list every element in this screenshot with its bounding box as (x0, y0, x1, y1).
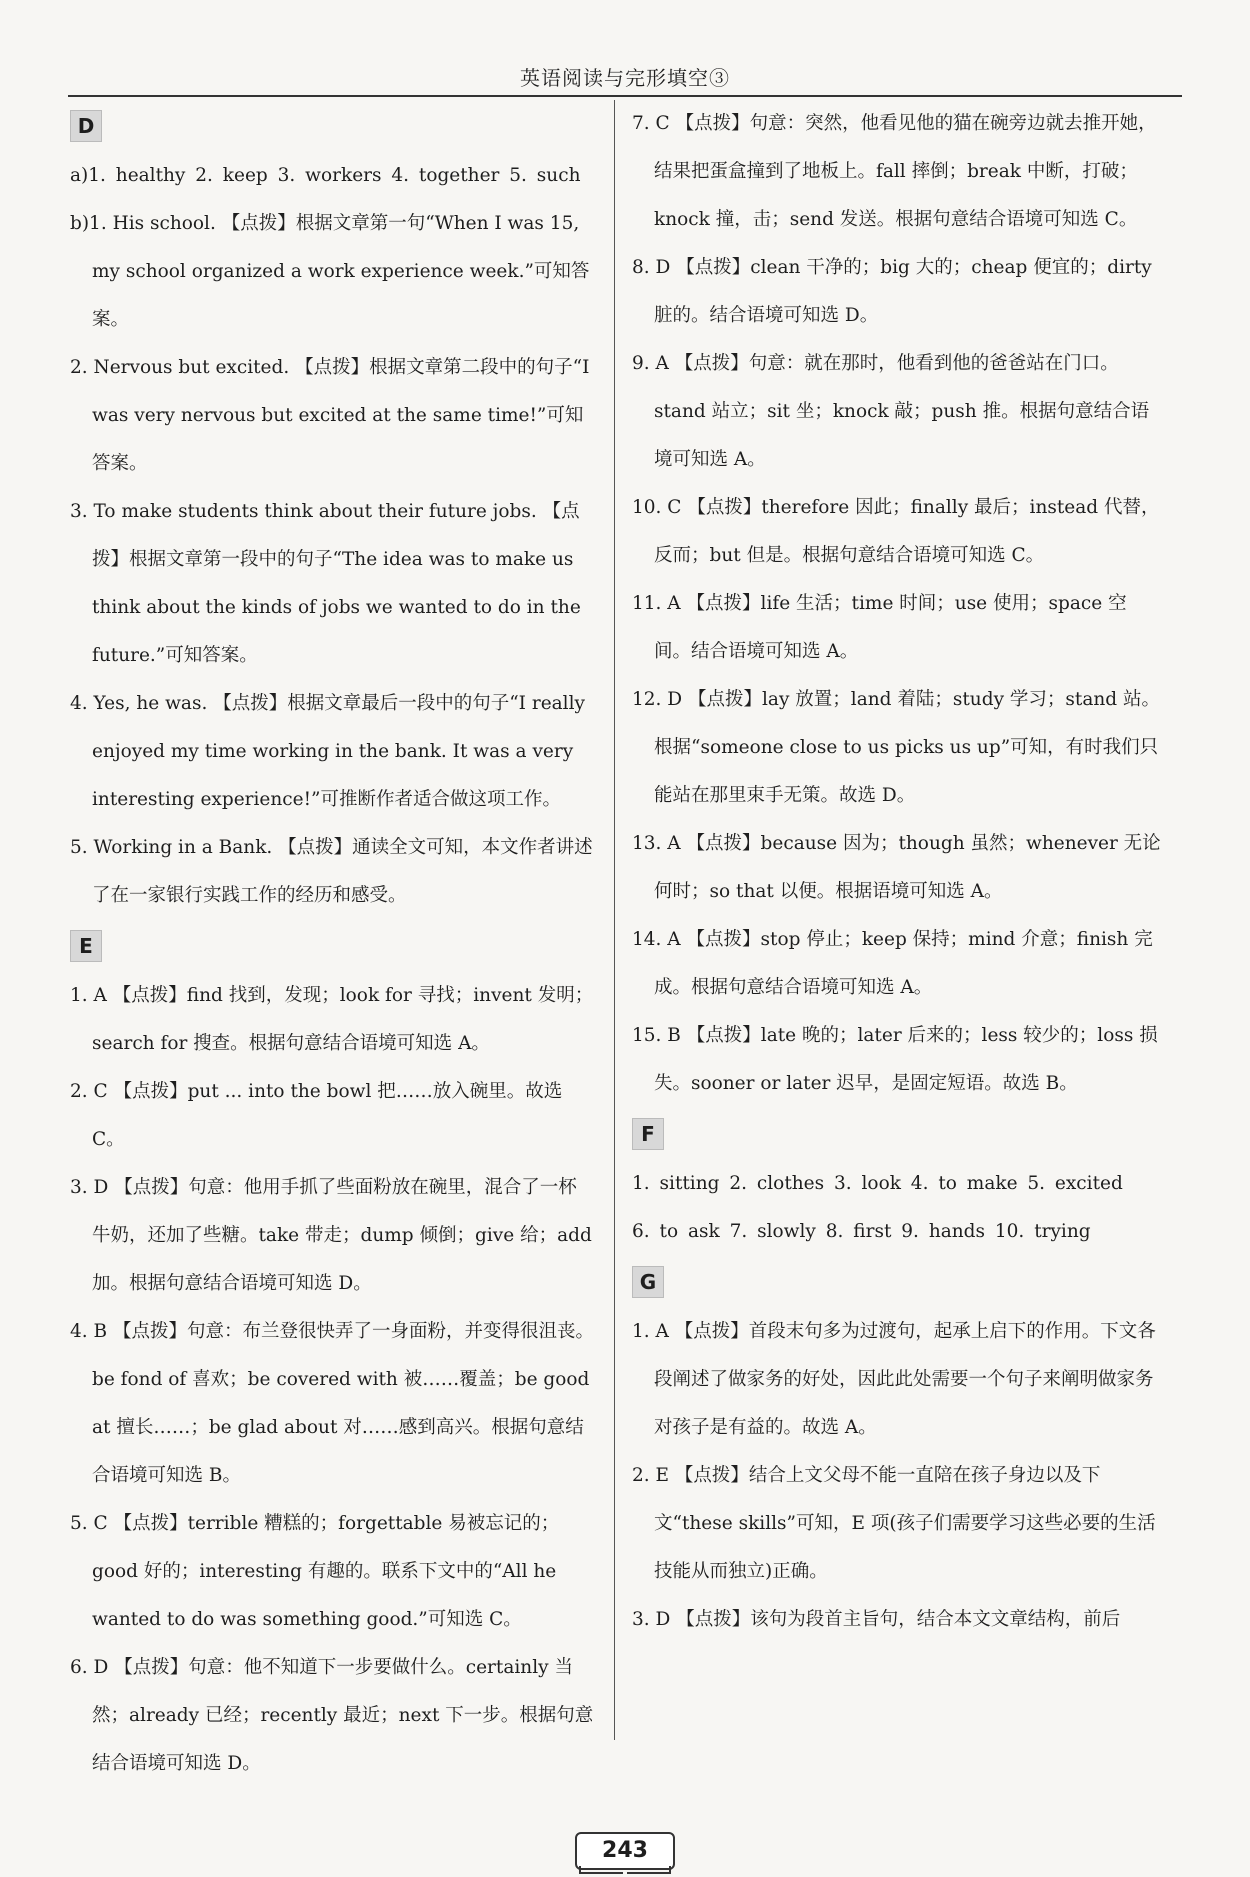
section-d-b5: 5. Working in a Bank. 【点拨】通读全文可知，本文作者讲述了在一家银行实践工作的经历和感受。 (70, 837, 593, 906)
section-d-b1: b)1. His school. 【点拨】根据文章第一句“When I was 15, my school organized a work experience week.”可知答案。 (70, 213, 590, 330)
section-e-item-15: 15. B 【点拨】late 晚的；later 后来的；less 较少的；loss 损失。sooner or later 迟早，是固定短语。故选 B。 (632, 1025, 1158, 1094)
left-column (70, 100, 595, 1788)
section-e-label: E (70, 930, 102, 962)
section-e-item-11: 11. A 【点拨】life 生活；time 时间；use 使用；space 空间。结合语境可知选 A。 (632, 593, 1127, 662)
column-divider (614, 100, 615, 1740)
section-g-label: G (632, 1266, 664, 1298)
right-column (632, 100, 1162, 1644)
section-e-item-13: 13. A 【点拨】because 因为；though 虽然；whenever 无论何时；so that 以便。根据语境可知选 A。 (632, 833, 1161, 902)
section-e-item-7: 7. C 【点拨】句意：突然，他看见他的猫在碗旁边就去推开她，结果把蛋盒撞到了地板上。fall 摔倒；break 中断，打破；knock 撞，击；send 发送。根据句意结合语境可知选 C。 (632, 113, 1157, 230)
running-header: 英语阅读与完形填空③ (520, 66, 730, 90)
section-d-b3: 3. To make students think about their future jobs. 【点拨】根据文章第一段中的句子“The idea was to make us think about the kinds of jobs we wanted to do in the future.”可知答案。 (70, 501, 581, 666)
header-rule (68, 95, 1182, 97)
section-d-b2: 2. Nervous but excited. 【点拨】根据文章第二段中的句子“I was very nervous but excited at the same time!”可知答案。 (70, 357, 590, 474)
section-e-item-5: 5. C 【点拨】terrible 糟糕的；forgettable 易被忘记的；good 好的；interesting 有趣的。联系下文中的“All he wanted to do was something good.”可知选 C。 (70, 1513, 560, 1630)
section-e-item-12: 12. D 【点拨】lay 放置；land 着陆；study 学习；stand 站。根据“someone close to us picks us up”可知，有时我们只能站在那里束手无策。故选 D。 (632, 689, 1160, 806)
section-e-item-2: 2. C 【点拨】put ... into the bowl 把……放入碗里。故选 C。 (70, 1081, 563, 1150)
section-e-item-10: 10. C 【点拨】therefore 因此；finally 最后；instead 代替，反而；but 但是。根据句意结合语境可知选 C。 (632, 497, 1160, 566)
section-d-a-answers: a)1. healthy 2. keep 3. workers 4. together 5. such (70, 165, 581, 186)
section-e-item-8: 8. D 【点拨】clean 干净的；big 大的；cheap 便宜的；dirty 脏的。结合语境可知选 D。 (632, 257, 1152, 326)
section-f-label: F (632, 1118, 664, 1150)
section-e-item-1: 1. A 【点拨】find 找到，发现；look for 寻找；invent 发明；search for 搜查。根据句意结合语境可知选 A。 (70, 985, 594, 1054)
section-g-item-3: 3. D 【点拨】该句为段首主旨句，结合本文文章结构，前后 (632, 1609, 1121, 1630)
section-e-item-6: 6. D 【点拨】句意：他不知道下一步要做什么。certainly 当然；already 已经；recently 最近；next 下一步。根据句意结合语境可知选 D。 (70, 1657, 594, 1774)
section-f-line-1: 1. sitting 2. clothes 3. look 4. to make 5. excited (632, 1173, 1123, 1194)
section-e-item-3: 3. D 【点拨】句意：他用手抓了些面粉放在碗里，混合了一杯牛奶，还加了些糖。take 带走；dump 倾倒；give 给；add 加。根据句意结合语境可知选 D。 (70, 1177, 592, 1294)
section-f-line-2: 6. to ask 7. slowly 8. first 9. hands 10. trying (632, 1221, 1091, 1242)
section-e-item-4: 4. B 【点拨】句意：布兰登很快弄了一身面粉，并变得很沮丧。be fond of 喜欢；be covered with 被……覆盖；be good at 擅长……；be glad about 对……感到高兴。根据句意结合语境可知选 B。 (70, 1321, 595, 1486)
section-g-item-1: 1. A 【点拨】首段末句多为过渡句，起承上启下的作用。下文各段阐述了做家务的好处，因此此处需要一个句子来阐明做家务对孩子是有益的。故选 A。 (632, 1321, 1156, 1438)
page-number: 243 (575, 1832, 675, 1870)
section-e-item-9: 9. A 【点拨】句意：就在那时，他看到他的爸爸站在门口。stand 站立；sit 坐；knock 敲；push 推。根据句意结合语境可知选 A。 (632, 353, 1150, 470)
section-g-item-2: 2. E 【点拨】结合上文父母不能一直陪在孩子身边以及下文“these skills”可知，E 项(孩子们需要学习这些必要的生活技能从而独立)正确。 (632, 1465, 1156, 1582)
section-d-b4: 4. Yes, he was. 【点拨】根据文章最后一段中的句子“I really enjoyed my time working in the bank. It was a very interesting experience!”可推断作者适合做这项工作。 (70, 693, 585, 810)
section-e-item-14: 14. A 【点拨】stop 停止；keep 保持；mind 介意；finish 完成。根据句意结合语境可知选 A。 (632, 929, 1153, 998)
section-d-label: D (70, 110, 102, 142)
